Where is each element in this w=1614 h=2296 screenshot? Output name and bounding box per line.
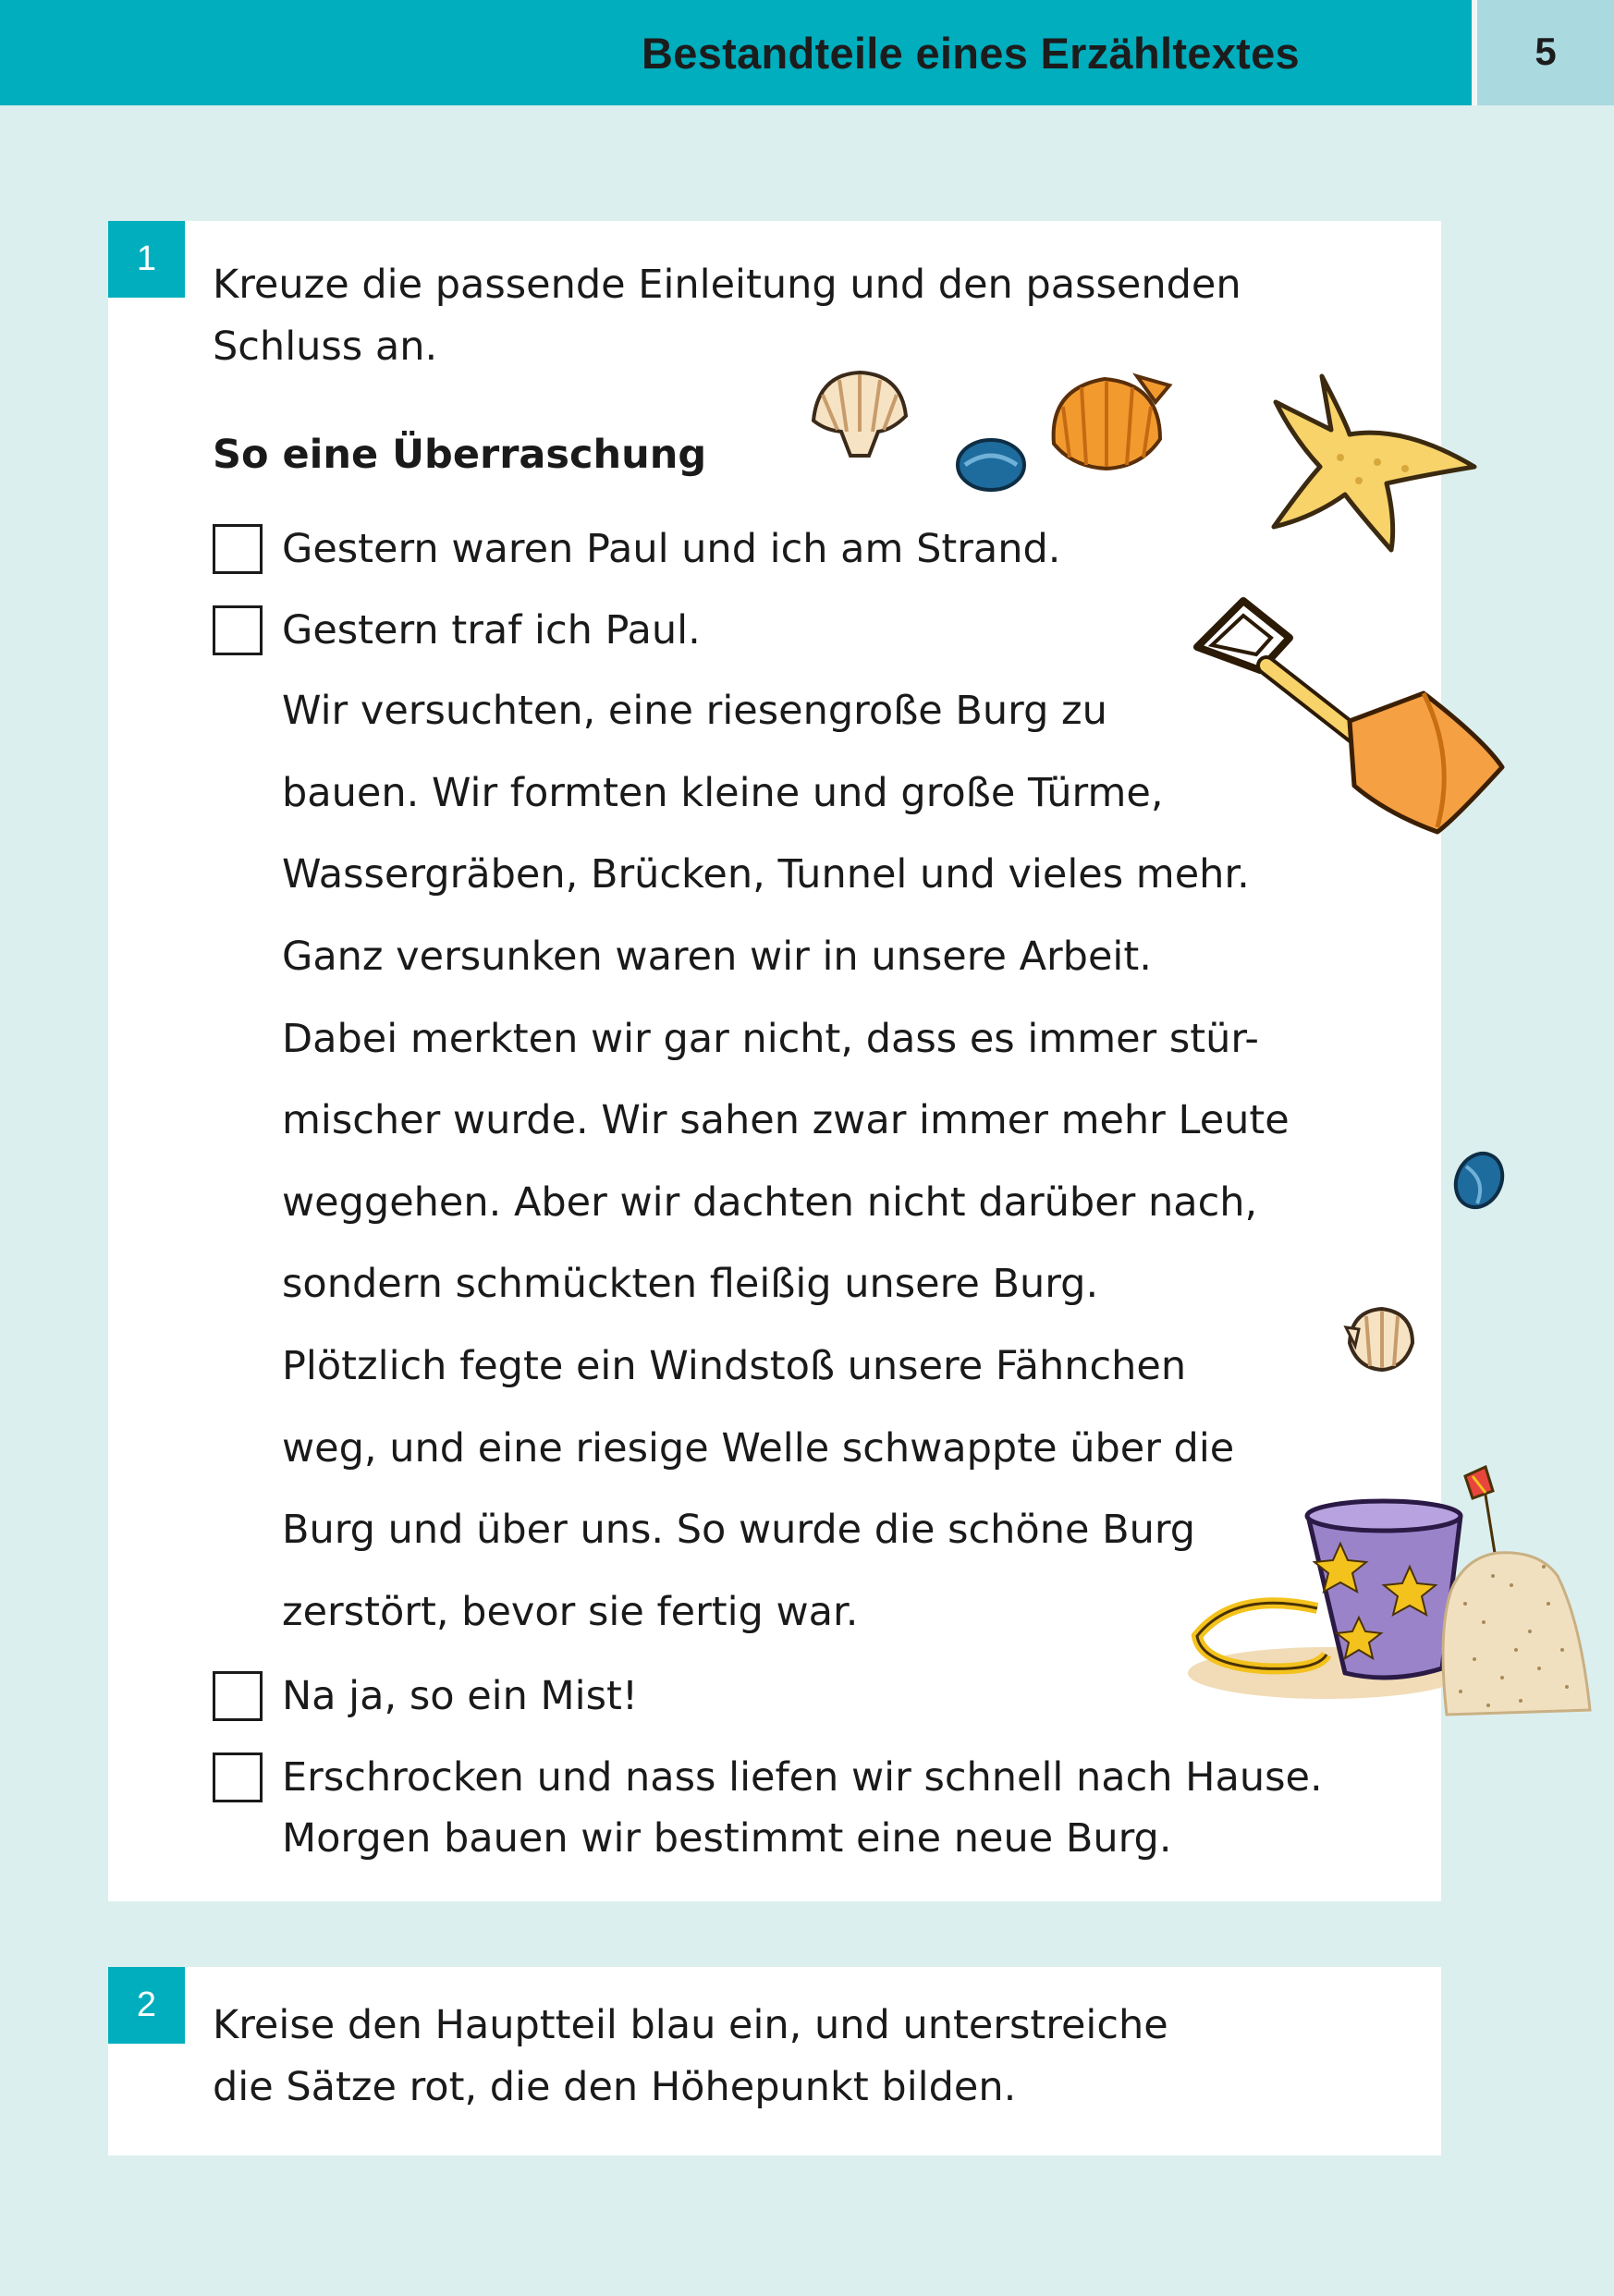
story-line: Plötzlich fegte ein Windstoß unsere Fähnchen <box>282 1343 1187 1389</box>
ending-option-1-checkbox[interactable] <box>213 1671 263 1721</box>
task-1-number: 1 <box>108 221 185 298</box>
story-line: Wir versuchten, eine riesengroße Burg zu <box>282 688 1107 734</box>
starfish-icon <box>1257 365 1484 559</box>
story-line: mischer wurde. Wir sahen zwar immer mehr Leute <box>282 1097 1290 1143</box>
shovel-icon <box>1179 592 1507 837</box>
mussel-icon <box>1449 1148 1510 1213</box>
ending-option-1-text: Na ja, so ein Mist! <box>282 1673 639 1719</box>
intro-option-1-checkbox[interactable] <box>213 524 263 574</box>
story-line: Dabei merkten wir gar nicht, dass es immer stür- <box>282 1016 1259 1062</box>
task-2-card <box>108 1967 1441 2156</box>
mussel-icon <box>952 433 1030 497</box>
story-line: zerstört, bevor sie fertig war. <box>282 1589 859 1635</box>
intro-option-2-text: Gestern traf ich Paul. <box>282 607 701 653</box>
story-line: Burg und über uns. So wurde die schöne Burg <box>282 1507 1196 1553</box>
intro-option-1-text: Gestern waren Paul und ich am Strand. <box>282 526 1061 572</box>
story-line: weggehen. Aber wir dachten nicht darüber nach, <box>282 1179 1258 1226</box>
scallop-icon <box>1040 365 1179 485</box>
task-1-instruction: Kreuze die passende Einleitung und den passenden Schluss an. <box>213 262 1241 370</box>
story-line: Wassergräben, Brücken, Tunnel und vieles mehr. <box>282 851 1250 898</box>
shell-icon <box>1340 1301 1419 1377</box>
ending-option-2-checkbox[interactable] <box>213 1753 263 1802</box>
page-header <box>0 0 1614 105</box>
story-title: So eine Überraschung <box>213 432 707 478</box>
header-bar <box>0 0 1472 105</box>
task-2-number: 2 <box>108 1967 185 2044</box>
story-line: weg, und eine riesige Welle schwappte über die <box>282 1425 1235 1472</box>
sandcastle-icon <box>1428 1465 1613 1733</box>
intro-option-2-checkbox[interactable] <box>213 605 263 655</box>
ending-option-2-text: Erschrocken und nass liefen wir schnell nach Hause. Morgen bauen wir bestimmt eine neue Burg. <box>282 1754 1323 1862</box>
page-number: 5 <box>1535 30 1557 73</box>
story-line: Ganz versunken waren wir in unsere Arbeit. <box>282 934 1152 980</box>
page-number-box <box>1477 0 1614 105</box>
story-line: bauen. Wir formten kleine und große Türme, <box>282 770 1164 816</box>
task-2-instruction: Kreise den Hauptteil blau ein, und unterstreiche die Sätze rot, die den Höhepunkt bilden. <box>213 2002 1168 2110</box>
chapter-title: Bestandteile eines Erzähltextes <box>642 29 1300 78</box>
shell-icon <box>804 365 915 467</box>
story-line: sondern schmückten fleißig unsere Burg. <box>282 1261 1099 1307</box>
